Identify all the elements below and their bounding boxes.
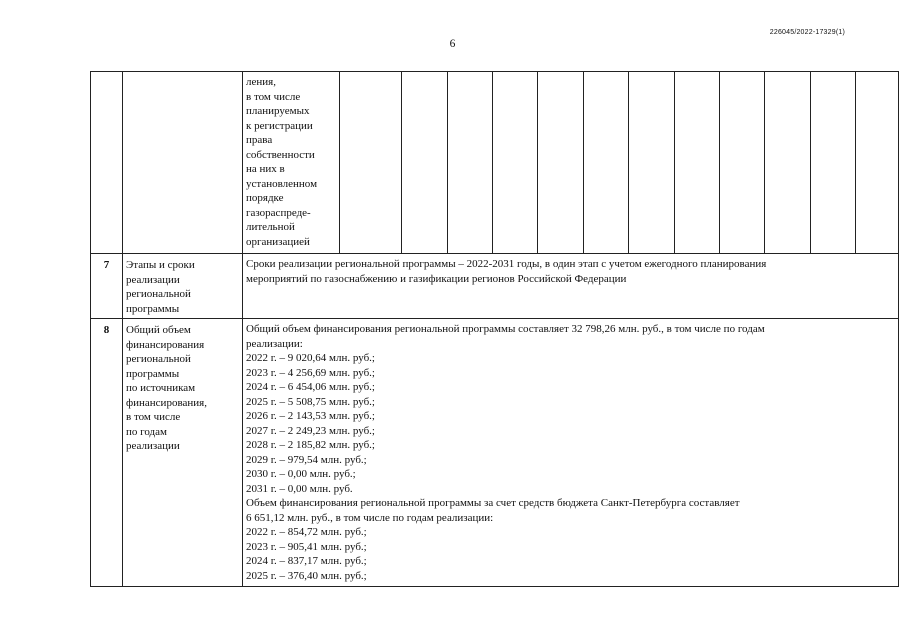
text-line: к регистрации xyxy=(246,119,313,132)
value-cell xyxy=(584,72,629,254)
page-number: 6 xyxy=(449,38,456,50)
text-line: программы xyxy=(126,302,180,315)
text-line: 2022 г. – 9 020,64 млн. руб.; xyxy=(246,352,375,364)
row-name xyxy=(123,319,243,587)
text-line: 2022 г. – 854,72 млн. руб.; xyxy=(246,526,367,538)
value-cell xyxy=(538,72,584,254)
row-number: 8 xyxy=(91,319,123,587)
table-row-8 xyxy=(91,319,899,587)
number-cell xyxy=(91,72,123,254)
text-line: 2023 г. – 4 256,69 млн. руб.; xyxy=(246,366,375,379)
value-cell xyxy=(340,72,402,254)
text-line: установленном xyxy=(246,177,318,190)
value-cell xyxy=(811,72,856,254)
text-line: реализации xyxy=(126,273,180,286)
text-line: 2023 г. – 905,41 млн. руб.; xyxy=(246,540,367,553)
text-line: по годам xyxy=(126,425,167,438)
value-cell xyxy=(629,72,675,254)
text-line: газораспреде- xyxy=(246,206,311,219)
value-cell xyxy=(765,72,811,254)
row-content xyxy=(243,254,899,319)
text-line: 2027 г. – 2 249,23 млн. руб.; xyxy=(246,424,375,437)
text-line: 2025 г. – 5 508,75 млн. руб.; xyxy=(246,395,375,408)
text-line: порядке xyxy=(246,192,284,204)
row-number: 7 xyxy=(91,254,123,319)
text-line: Общий объем xyxy=(126,324,191,336)
value-cell xyxy=(493,72,538,254)
text-line: 2024 г. – 837,17 млн. руб.; xyxy=(246,555,367,567)
document-registration-number: 226045/2022-17329(1) xyxy=(769,29,845,36)
value-cell xyxy=(402,72,448,254)
text-line: права xyxy=(246,134,273,146)
text-line: реализации xyxy=(126,440,180,452)
program-passport-table xyxy=(90,71,899,587)
value-cell xyxy=(720,72,765,254)
text-line: 2024 г. – 6 454,06 млн. руб.; xyxy=(246,381,375,393)
text-line: собственности xyxy=(246,148,315,161)
name-cell xyxy=(123,72,243,254)
text-line: на них в xyxy=(246,163,285,175)
text-line: финансирования, xyxy=(126,396,207,409)
description-cell xyxy=(243,72,340,254)
row-content xyxy=(243,319,899,587)
text-line: реализации: xyxy=(246,337,303,350)
text-line: 2025 г. – 376,40 млн. руб.; xyxy=(246,569,367,582)
text-line: 2026 г. – 2 143,53 млн. руб.; xyxy=(246,410,375,422)
text-line: региональной xyxy=(126,353,191,365)
text-line: организацией xyxy=(246,235,310,248)
text-line: 2030 г. – 0,00 млн. руб.; xyxy=(246,468,356,480)
text-line: мероприятий по газоснабжению и газификации регионов Российской Федерации xyxy=(246,272,627,285)
text-line: лительной xyxy=(246,221,295,233)
text-line: по источникам xyxy=(126,382,196,394)
text-line: Объем финансирования региональной программы за счет средств бюджета Санкт-Петербурга составляет xyxy=(246,497,740,509)
text-line: 2029 г. – 979,54 млн. руб.; xyxy=(246,453,367,466)
text-line: финансирования xyxy=(126,338,205,351)
text-line: в том числе xyxy=(126,411,181,423)
text-line: Общий объем финансирования региональной программы составляет 32 798,26 млн. руб., в том числе по годам xyxy=(246,323,765,335)
text-line: программы xyxy=(126,367,180,380)
text-line: планируемых xyxy=(246,105,310,117)
value-cell xyxy=(675,72,720,254)
text-line: 2028 г. – 2 185,82 млн. руб.; xyxy=(246,439,375,451)
text-line: в том числе xyxy=(246,90,301,103)
text-line: региональной xyxy=(126,288,191,300)
text-line: 6 651,12 млн. руб., в том числе по годам реализации: xyxy=(246,511,494,524)
table-row-continued xyxy=(91,72,899,254)
value-cell xyxy=(856,72,899,254)
text-line: 2031 г. – 0,00 млн. руб. xyxy=(246,482,353,495)
row-name xyxy=(123,254,243,319)
text-line: Сроки реализации региональной программы – 2022-2031 годы, в один этап с учетом ежегодного планирования xyxy=(246,258,767,270)
table-row-7 xyxy=(91,254,899,319)
continued-text xyxy=(246,75,337,249)
text-line: Этапы и сроки xyxy=(126,259,195,271)
text-line: ления, xyxy=(246,76,276,88)
value-cell xyxy=(448,72,493,254)
